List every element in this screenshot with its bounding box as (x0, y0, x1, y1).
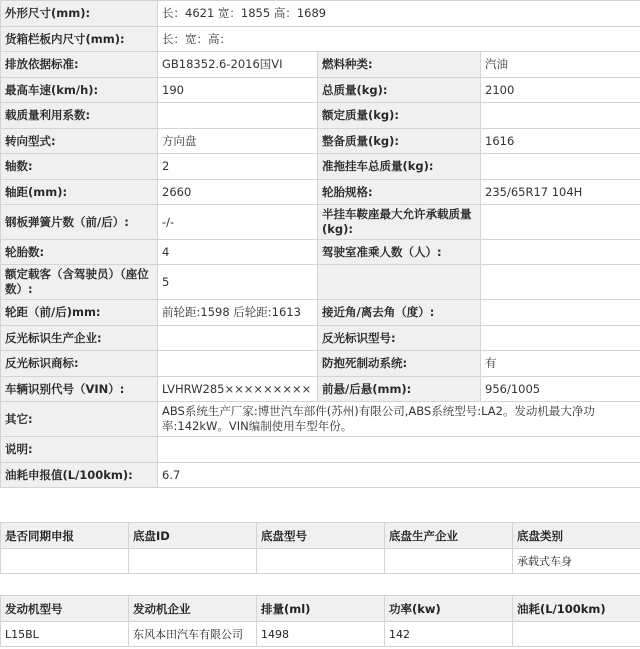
spec-row (1, 300, 640, 326)
spec-value: 956/1005 (481, 377, 640, 402)
spec-value: 汽油 (481, 52, 640, 78)
spec-label: 其它: (1, 402, 158, 437)
spec-label: 货箱栏板内尺寸(mm): (1, 27, 158, 52)
spec-label: 接近角/离去角（度）: (318, 300, 481, 326)
spec-value: 方向盘 (158, 129, 318, 154)
spec-value: 有 (481, 351, 640, 377)
spec-value (481, 103, 640, 129)
spec-value: ABS系统生产厂家:博世汽车部件(苏州)有限公司,ABS系统型号:LA2。发动机最大净功率:142kW。VIN编制使用车型年份。 (158, 402, 640, 437)
spec-row (1, 1, 640, 27)
spec-value: LVHRW285××××××××× (158, 377, 318, 402)
spec-row (1, 265, 640, 300)
spec-value (481, 300, 640, 326)
spec-row (1, 402, 640, 437)
spec-value (481, 265, 640, 300)
spec-row (1, 27, 640, 52)
chassis-header-same-period: 是否同期申报 (1, 523, 129, 549)
spec-label: 载质量利用系数: (1, 103, 158, 129)
spec-label: 轴数: (1, 154, 158, 180)
chassis-header-row (1, 523, 640, 549)
spec-label: 轮距（前/后)mm: (1, 300, 158, 326)
engine-table (0, 595, 640, 647)
spec-label: 反光标识生产企业: (1, 326, 158, 351)
chassis-header-maker: 底盘生产企业 (385, 523, 513, 549)
spec-label: 说明: (1, 437, 158, 463)
engine-fuel-value (513, 622, 640, 647)
spec-label: 整备质量(kg): (318, 129, 481, 154)
chassis-type-value: 承载式车身 (513, 549, 640, 574)
spec-row (1, 437, 640, 463)
spec-label: 油耗申报值(L/100km): (1, 463, 158, 488)
spec-value: 前轮距:1598 后轮距:1613 (158, 300, 318, 326)
spec-value (158, 351, 318, 377)
spec-value: 长：4621 宽：1855 高：1689 (158, 1, 640, 27)
spec-row (1, 129, 640, 154)
spec-label: 轮胎数: (1, 240, 158, 265)
spec-row (1, 154, 640, 180)
spec-value (481, 240, 640, 265)
spec-value: -/- (158, 205, 318, 240)
engine-header-model: 发动机型号 (1, 596, 129, 622)
engine-header-displacement: 排量(ml) (257, 596, 385, 622)
spec-row (1, 326, 640, 351)
chassis-header-model: 底盘型号 (257, 523, 385, 549)
engine-header-fuel: 油耗(L/100km) (513, 596, 640, 622)
spec-row (1, 52, 640, 78)
engine-data-row (1, 622, 640, 647)
chassis-same-period-value (1, 549, 129, 574)
spec-label: 最高车速(km/h): (1, 78, 158, 103)
spec-value: 4 (158, 240, 318, 265)
spec-value: 长：宽：高： (158, 27, 640, 52)
spec-label: 防抱死制动系统: (318, 351, 481, 377)
spec-value (158, 103, 318, 129)
spec-row (1, 351, 640, 377)
spec-label: 外形尺寸(mm): (1, 1, 158, 27)
spec-label: 驾驶室准乘人数（人）: (318, 240, 481, 265)
chassis-maker-value (385, 549, 513, 574)
spec-value: 6.7 (158, 463, 640, 488)
spec-label: 转向型式: (1, 129, 158, 154)
spec-value (481, 205, 640, 240)
spec-label: 额定载客（含驾驶员）（座位数）: (1, 265, 158, 300)
spec-value: 235/65R17 104H (481, 180, 640, 205)
spec-value (158, 437, 640, 463)
spec-row (1, 205, 640, 240)
spec-value: GB18352.6-2016国VI (158, 52, 318, 78)
spec-label: 额定质量(kg): (318, 103, 481, 129)
chassis-header-id: 底盘ID (129, 523, 257, 549)
chassis-model-value (257, 549, 385, 574)
spec-value: 5 (158, 265, 318, 300)
engine-header-power: 功率(kw) (385, 596, 513, 622)
spec-label: 钢板弹簧片数（前/后）: (1, 205, 158, 240)
spec-value: 190 (158, 78, 318, 103)
spec-value: 2 (158, 154, 318, 180)
engine-model-value: L15BL (1, 622, 129, 647)
engine-maker-value: 东风本田汽车有限公司 (129, 622, 257, 647)
spec-row (1, 78, 640, 103)
spec-row (1, 180, 640, 205)
engine-displacement-value: 1498 (257, 622, 385, 647)
spec-value (481, 154, 640, 180)
engine-header-maker: 发动机企业 (129, 596, 257, 622)
spec-label: 前悬/后悬(mm): (318, 377, 481, 402)
spec-label (318, 265, 481, 300)
spec-value: 1616 (481, 129, 640, 154)
spec-value: 2660 (158, 180, 318, 205)
engine-header-row (1, 596, 640, 622)
spec-label: 排放依据标准: (1, 52, 158, 78)
spec-label: 反光标识型号: (318, 326, 481, 351)
spec-label: 车辆识别代号（VIN）: (1, 377, 158, 402)
spec-label: 准拖挂车总质量(kg): (318, 154, 481, 180)
spec-label: 轮胎规格: (318, 180, 481, 205)
spec-label: 燃料种类: (318, 52, 481, 78)
spec-row (1, 240, 640, 265)
spec-value: 2100 (481, 78, 640, 103)
spec-label: 反光标识商标: (1, 351, 158, 377)
engine-power-value: 142 (385, 622, 513, 647)
chassis-id-value (129, 549, 257, 574)
spec-value (481, 326, 640, 351)
spec-row (1, 377, 640, 402)
spec-row (1, 103, 640, 129)
spec-value (158, 326, 318, 351)
spec-label: 半挂车鞍座最大允许承载质量(kg): (318, 205, 481, 240)
chassis-data-row (1, 549, 640, 574)
spec-row (1, 463, 640, 488)
spec-label: 轴距(mm): (1, 180, 158, 205)
spec-label: 总质量(kg): (318, 78, 481, 103)
chassis-header-type: 底盘类别 (513, 523, 640, 549)
chassis-table (0, 522, 640, 574)
